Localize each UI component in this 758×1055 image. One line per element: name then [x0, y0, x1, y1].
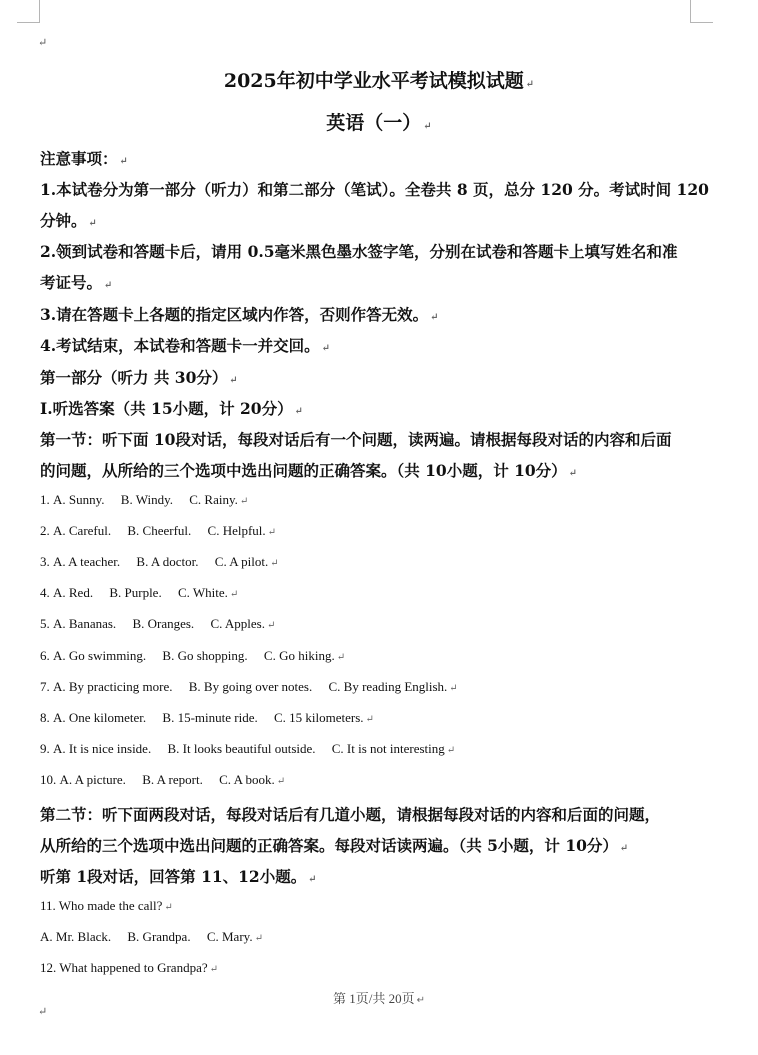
part-1-heading: 第一部分（听力 共 30分） ↵	[40, 368, 238, 387]
question-12: 12. What happened to Grandpa? ↵	[40, 960, 219, 975]
question-3: 3. A. A teacher. B. A doctor. C. A pilot. ↵	[40, 554, 279, 569]
page-footer: 第 1页/共 20页 ↵	[332, 991, 425, 1006]
notice-1: 1.本试卷分为第一部分（听力）和第二部分（笔试）。全卷共 8 页，总分 120 分。考试时间 120	[40, 180, 709, 199]
section-1-instructions-cont: 的问题，从所给的三个选项中选出问题的正确答案。（共 10小题，计 10分） ↵	[40, 461, 578, 480]
section-2-instructions-cont: 从所给的三个选项中选出问题的正确答案。每段对话读两遍。（共 5小题，计 10分） ↵	[40, 836, 629, 855]
paragraph-mark-bottom: ↵	[38, 1005, 48, 1018]
dialog-1-heading: 听第 1段对话，回答第 11、12小题。 ↵	[40, 867, 317, 886]
section-1-instructions: 第一节：听下面 10段对话，每段对话后有一个问题，读两遍。请根据每段对话的内容和后面	[40, 430, 672, 449]
notice-heading: 注意事项： ↵	[40, 149, 128, 168]
question-4: 4. A. Red. B. Purple. C. White. ↵	[40, 585, 239, 600]
section-2-instructions: 第二节：听下面两段对话，每段对话后有几道小题，请根据每段对话的内容和后面的问题，	[40, 805, 661, 824]
paragraph-mark: ↵	[38, 36, 48, 49]
notice-2: 2.领到试卷和答题卡后，请用 0.5毫米黑色墨水签字笔，分别在试卷和答题卡上填写姓名和准	[40, 242, 678, 261]
question-2: 2. A. Careful. B. Cheerful. C. Helpful. ↵	[40, 523, 277, 538]
question-11-options: A. Mr. Black. B. Grandpa. C. Mary. ↵	[40, 929, 263, 944]
question-8: 8. A. One kilometer. B. 15-minute ride. C. 15 kilometers. ↵	[40, 710, 374, 725]
question-1: 1. A. Sunny. B. Windy. C. Rainy. ↵	[40, 492, 249, 507]
notice-2-cont: 考证号。 ↵	[40, 273, 113, 292]
section-i-heading: Ⅰ.听选答案（共 15小题，计 20分） ↵	[40, 399, 303, 418]
top-left-margin-mark	[17, 0, 40, 23]
question-7: 7. A. By practicing more. B. By going over notes. C. By reading English. ↵	[40, 679, 458, 694]
exam-title: 2025年初中学业水平考试模拟试题 ↵	[223, 70, 535, 92]
notice-3: 3.请在答题卡上各题的指定区域内作答，否则作答无效。 ↵	[40, 305, 439, 324]
notice-4: 4.考试结束，本试卷和答题卡一并交回。 ↵	[40, 336, 331, 355]
top-right-margin-mark	[690, 0, 713, 23]
question-11: 11. Who made the call? ↵	[40, 898, 173, 913]
question-5: 5. A. Bananas. B. Oranges. C. Apples. ↵	[40, 616, 276, 631]
question-10: 10. A. A picture. B. A report. C. A book. ↵	[40, 772, 286, 787]
question-6: 6. A. Go swimming. B. Go shopping. C. Go hiking. ↵	[40, 648, 346, 663]
exam-subtitle: 英语（一） ↵	[326, 112, 432, 134]
notice-1-cont: 分钟。 ↵	[40, 211, 97, 230]
question-9: 9. A. It is nice inside. B. It looks beautiful outside. C. It is not interesting ↵	[40, 741, 456, 756]
